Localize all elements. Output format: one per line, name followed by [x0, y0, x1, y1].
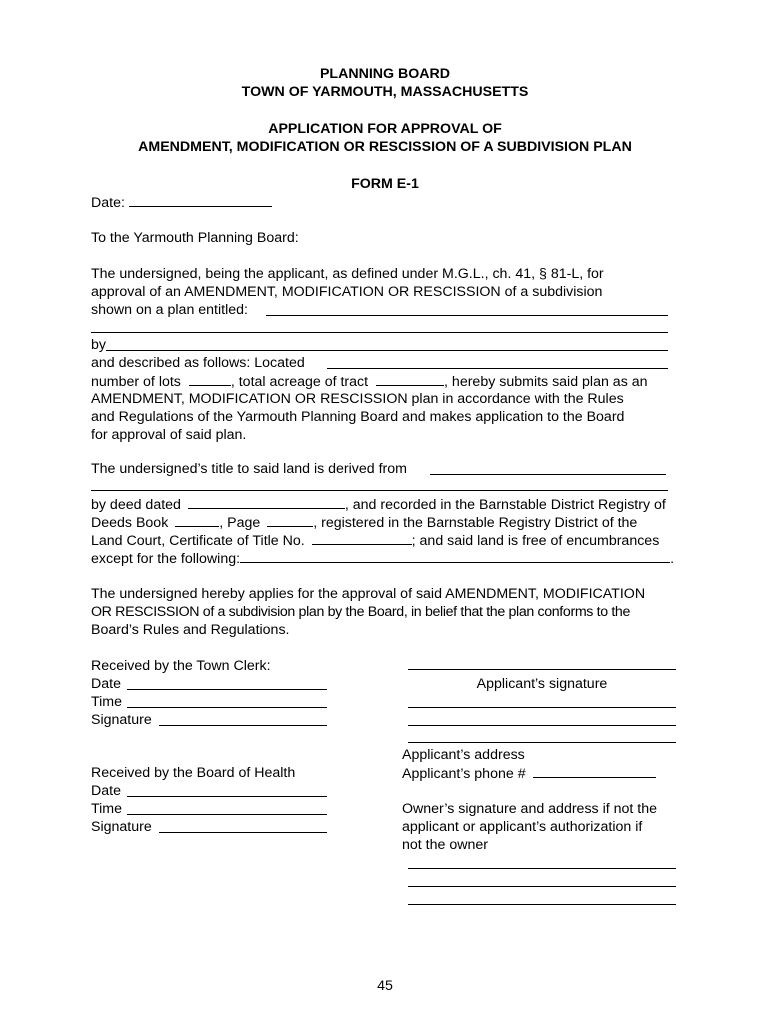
title-source-field[interactable] [430, 474, 666, 475]
deeds-book-label: Deeds Book [91, 515, 169, 531]
board-of-health-heading: Received by the Board of Health [91, 765, 296, 781]
boh-date-field[interactable] [127, 796, 327, 797]
owner-signature-field-3[interactable] [408, 904, 676, 905]
book-field[interactable] [175, 513, 219, 527]
registry-label: , and recorded in the Barnstable District Registry of [344, 497, 666, 513]
applicant-address-field-2[interactable] [408, 725, 676, 726]
boh-date-label: Date [91, 783, 121, 799]
period: . [670, 551, 675, 567]
para1-line8: and Regulations of the Yarmouth Planning Board and makes application to the Board [91, 409, 625, 425]
boh-signature-label: Signature [91, 819, 152, 835]
town-clerk-heading: Received by the Town Clerk: [91, 658, 271, 674]
para3-line2: OR RESCISSION of a subdivision plan by the Board, in belief that the plan conforms to the [91, 604, 631, 620]
certificate-field[interactable] [312, 531, 412, 545]
form-number: FORM E-1 [351, 176, 419, 192]
applicant-signature-field[interactable] [408, 669, 676, 670]
town-clerk-time-field[interactable] [127, 707, 327, 708]
date-row [91, 193, 272, 212]
para1-line9: for approval of said plan. [91, 427, 247, 443]
acreage-field[interactable] [376, 372, 444, 386]
para3-line3: Board’s Rules and Regulations. [91, 622, 290, 638]
title-source-field-2[interactable] [91, 490, 668, 491]
deed-row [91, 495, 666, 514]
para1-line1: The undersigned, being the applicant, as defined under M.G.L., ch. 41, § 81-L, for [91, 266, 604, 282]
boh-signature-field[interactable] [159, 832, 327, 833]
certificate-label: Land Court, Certificate of Title No. [91, 533, 305, 549]
exceptions-field[interactable] [240, 549, 670, 563]
owner-signature-field-1[interactable] [408, 868, 676, 869]
town-clerk-signature-label: Signature [91, 712, 152, 728]
owner-signature-field-2[interactable] [408, 886, 676, 887]
lots-label: number of lots [91, 374, 181, 390]
book-row [91, 513, 637, 532]
date-field[interactable] [129, 193, 272, 207]
plan-title-field-2[interactable] [91, 332, 668, 333]
applicant-signature-label: Applicant’s signature [476, 676, 608, 692]
by-label: by [91, 337, 106, 353]
page-number: 45 [377, 978, 393, 994]
owner-line3: not the owner [402, 837, 488, 853]
applicant-phone-field[interactable] [533, 764, 656, 778]
located-label: and described as follows: Located [91, 355, 305, 371]
town-clerk-signature-field[interactable] [159, 725, 327, 726]
encumbrances-label: ; and said land is free of encumbrances [411, 533, 660, 549]
applicant-address-field-3[interactable] [408, 742, 676, 743]
registered-label: , registered in the Barnstable Registry District of the [313, 515, 638, 531]
applicant-address-label: Applicant’s address [402, 747, 525, 763]
salutation: To the Yarmouth Planning Board: [91, 230, 299, 246]
para1-line3: shown on a plan entitled: [91, 302, 248, 318]
para1-line2: approval of an AMENDMENT, MODIFICATION OR RESCISSION of a subdivision [91, 284, 603, 300]
number-of-lots-field[interactable] [189, 372, 231, 386]
location-field[interactable] [327, 368, 668, 369]
deed-dated-label: by deed dated [91, 497, 181, 513]
applicant-phone-row [402, 764, 656, 783]
applicant-address-field-1[interactable] [408, 707, 676, 708]
submits-label: , hereby submits said plan as an [444, 374, 648, 390]
except-label: except for the following: [91, 551, 241, 567]
page-field[interactable] [267, 513, 313, 527]
court-row [91, 531, 659, 550]
date-label: Date: [91, 195, 125, 211]
application-subtitle: AMENDMENT, MODIFICATION OR RESCISSION OF A SUBDIVISION PLAN [138, 139, 632, 155]
town-clerk-date-field[interactable] [127, 689, 327, 690]
applicant-phone-label: Applicant’s phone # [402, 766, 526, 782]
para1-line7: AMENDMENT, MODIFICATION OR RESCISSION plan in accordance with the Rules [91, 391, 624, 407]
town-heading: TOWN OF YARMOUTH, MASSACHUSETTS [241, 84, 529, 100]
lots-row [91, 372, 648, 391]
town-clerk-time-label: Time [91, 694, 123, 710]
plan-title-field[interactable] [266, 315, 668, 316]
acreage-label: , total acreage of tract [230, 374, 369, 390]
owner-line2: applicant or applicant’s authorization if [402, 819, 643, 835]
para3-line1: The undersigned hereby applies for the approval of said AMENDMENT, MODIFICATION [91, 586, 646, 602]
boh-time-field[interactable] [127, 814, 327, 815]
owner-line1: Owner’s signature and address if not the [402, 801, 658, 817]
title-derived-label: The undersigned’s title to said land is derived from [91, 461, 407, 477]
by-field[interactable] [106, 350, 668, 351]
board-heading: PLANNING BOARD [319, 66, 451, 82]
boh-time-label: Time [91, 801, 123, 817]
page-label: , Page [219, 515, 261, 531]
town-clerk-date-label: Date [91, 676, 121, 692]
application-title: APPLICATION FOR APPROVAL OF [268, 121, 502, 137]
except-row [91, 549, 674, 568]
deed-date-field[interactable] [188, 495, 345, 509]
